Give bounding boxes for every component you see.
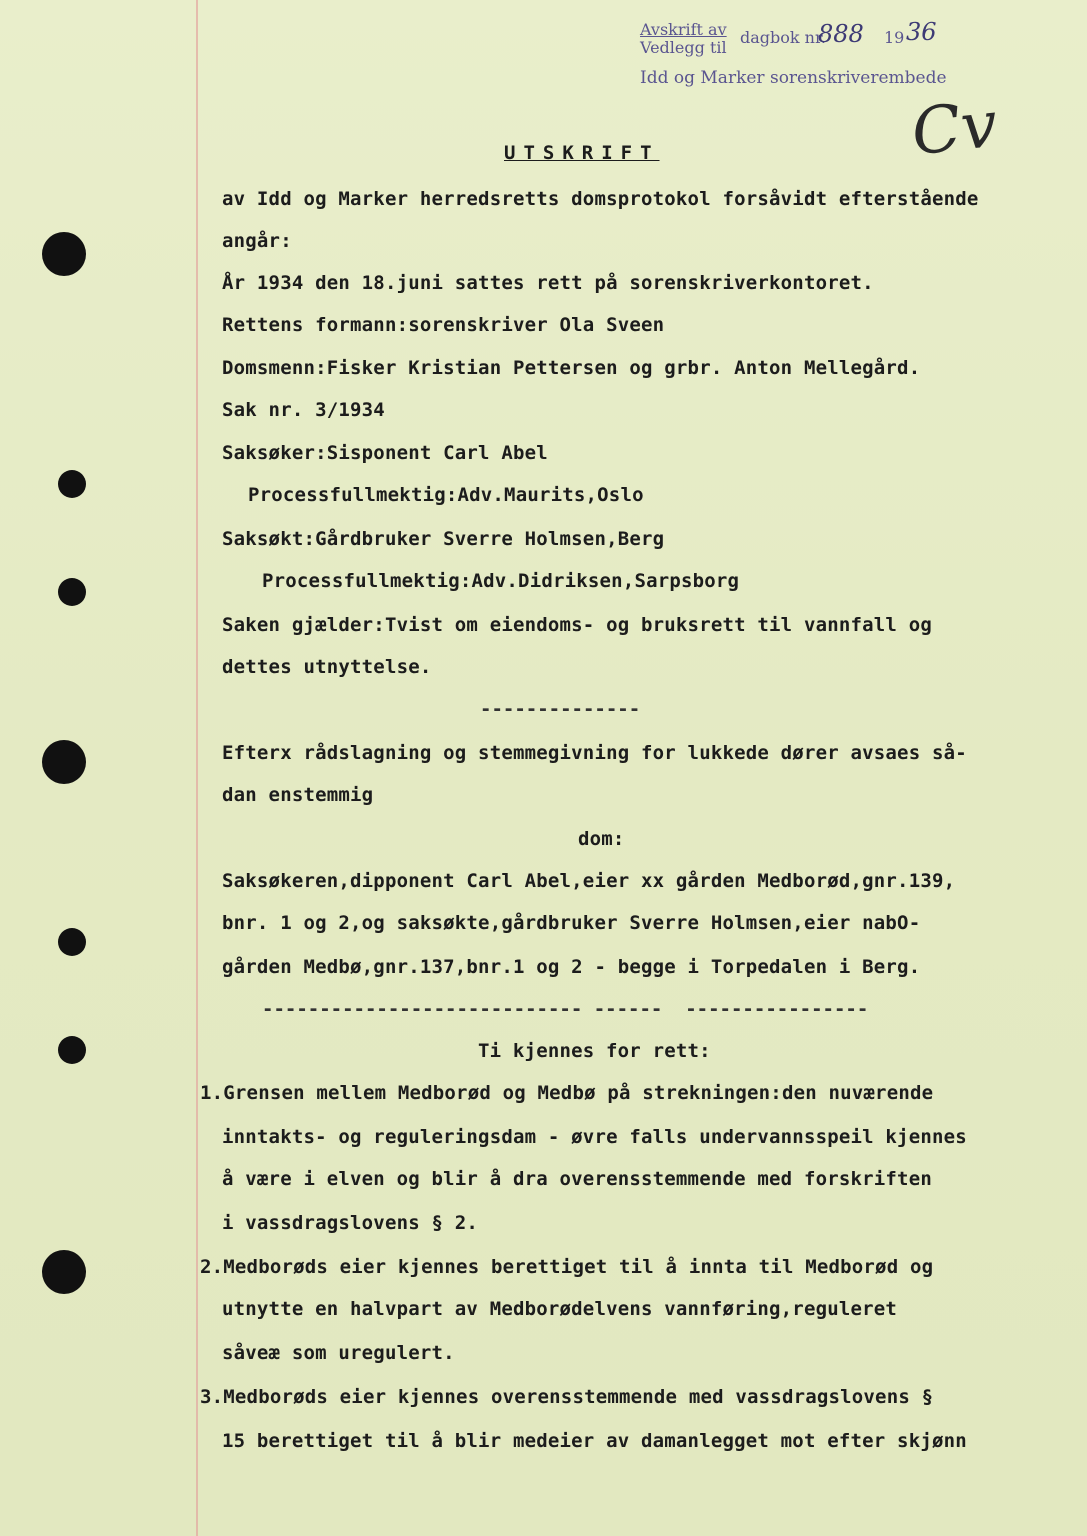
handwritten-initials: Cv — [908, 87, 1001, 171]
text-line: gården Medbø,gnr.137,bnr.1 og 2 - begge i Torpedalen i Berg. — [222, 956, 921, 978]
text-line: av Idd og Marker herredsretts domsprotokol forsåvidt efterstående — [222, 188, 979, 210]
separator: ---------------------------- ------ ---------------- — [262, 998, 869, 1020]
text-line: angår: — [222, 230, 292, 252]
text-line: inntakts- og reguleringsdam - øvre falls undervannsspeil kjennes — [222, 1126, 967, 1148]
text-line: Saksøker:Sisponent Carl Abel — [222, 442, 548, 464]
text-line: 15 berettiget til å blir medeier av damanlegget mot efter skjønn — [222, 1430, 967, 1452]
margin-rule — [196, 0, 198, 1536]
text-line: År 1934 den 18.juni sattes rett på sorenskriverkontoret. — [222, 272, 874, 294]
stamp-vedlegg: Vedlegg til — [640, 38, 727, 57]
dagbok-number: 888 — [818, 20, 864, 48]
text-line: dom: — [578, 828, 625, 850]
punch-hole — [58, 578, 86, 606]
text-line: Efterx rådslagning og stemmegivning for lukkede dører avsaes så- — [222, 742, 967, 764]
text-line: 1.Grensen mellem Medborød og Medbø på strekningen:den nuværende — [200, 1082, 934, 1104]
text-line: dan enstemmig — [222, 784, 374, 806]
stamp-year-prefix: 19 — [884, 28, 905, 47]
stamp-dagbok: dagbok nr. — [740, 28, 826, 47]
text-line: dettes utnyttelse. — [222, 656, 432, 678]
text-line: å være i elven og blir å dra overensstemmende med forskriften — [222, 1168, 932, 1190]
stamp-office: Idd og Marker sorenskriverembede — [640, 68, 947, 88]
text-line: Saksøkt:Gårdbruker Sverre Holmsen,Berg — [222, 528, 665, 550]
stamp-avskrift: Avskrift av — [640, 20, 727, 39]
document-title: UTSKRIFT — [504, 142, 660, 164]
text-line: Saksøkeren,dipponent Carl Abel,eier xx gården Medborød,gnr.139, — [222, 870, 956, 892]
punch-hole — [42, 1250, 86, 1294]
text-line: Sak nr. 3/1934 — [222, 399, 385, 421]
stamp-year-suffix: 36 — [906, 18, 937, 46]
text-line: Domsmenn:Fisker Kristian Pettersen og grbr. Anton Mellegård. — [222, 357, 921, 379]
punch-hole — [42, 232, 86, 276]
text-line: Processfullmektig:Adv.Didriksen,Sarpsborg — [262, 570, 740, 592]
punch-hole — [58, 1036, 86, 1064]
text-line: 3.Medborøds eier kjennes overensstemmende med vassdragslovens § — [200, 1386, 934, 1408]
text-line: 2.Medborøds eier kjennes berettiget til å innta til Medborød og — [200, 1256, 934, 1278]
text-line: Rettens formann:sorenskriver Ola Sveen — [222, 314, 665, 336]
punch-hole — [58, 928, 86, 956]
separator: -------------- — [480, 698, 641, 720]
text-line: Ti kjennes for rett: — [478, 1040, 711, 1062]
text-line: i vassdragslovens § 2. — [222, 1212, 479, 1234]
text-line: såveæ som uregulert. — [222, 1342, 455, 1364]
text-line: bnr. 1 og 2,og saksøkte,gårdbruker Sverre Holmsen,eier nabO- — [222, 912, 921, 934]
text-line: Processfullmektig:Adv.Maurits,Oslo — [248, 484, 644, 506]
punch-hole — [42, 740, 86, 784]
text-line: utnytte en halvpart av Medborødelvens vannføring,reguleret — [222, 1298, 898, 1320]
text-line: Saken gjælder:Tvist om eiendoms- og bruksrett til vannfall og — [222, 614, 932, 636]
punch-hole — [58, 470, 86, 498]
